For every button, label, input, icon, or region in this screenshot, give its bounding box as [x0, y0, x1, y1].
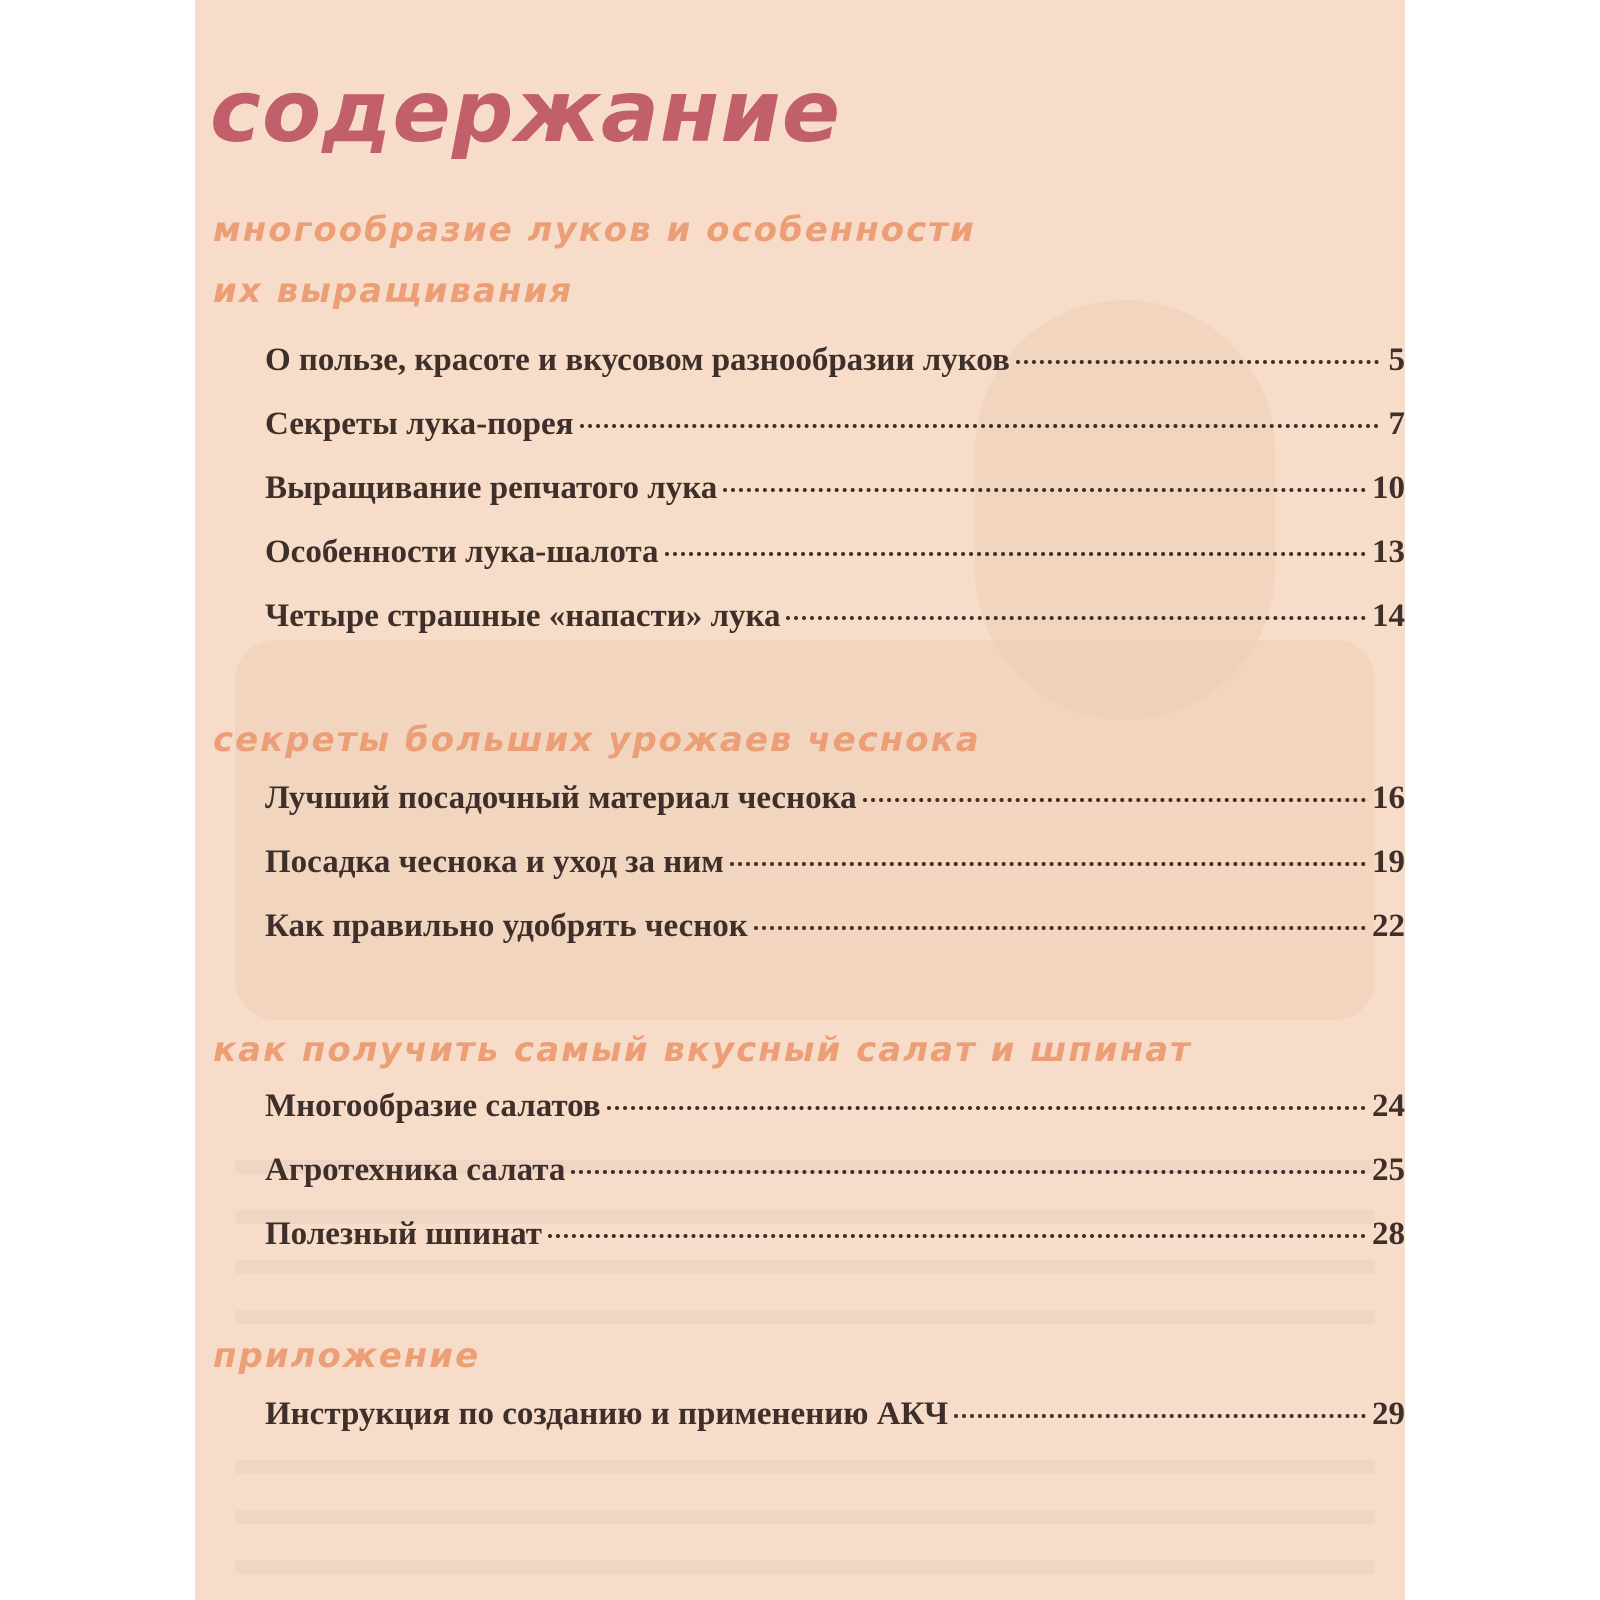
toc-entry-title: Четыре страшные «напасти» лука [265, 598, 781, 634]
toc-entry-title: Агротехника салата [265, 1152, 566, 1188]
section-title-line: как получить самый вкусный салат и шпинат [213, 1030, 1192, 1070]
toc-entry-page: 16 [1372, 780, 1405, 816]
dot-leader [571, 1170, 1366, 1174]
toc-entry[interactable] [265, 342, 1405, 379]
toc-entry-page: 24 [1372, 1088, 1405, 1124]
toc-entry[interactable] [265, 1216, 1405, 1253]
toc-entry-page: 22 [1372, 908, 1405, 944]
toc-entry[interactable] [265, 844, 1405, 881]
dot-leader [863, 798, 1366, 802]
dot-leader [607, 1106, 1366, 1110]
dot-leader [580, 424, 1379, 428]
toc-entry-title: Особенности лука-шалота [265, 534, 659, 570]
page-title: содержание [210, 62, 842, 162]
toc-entry-title: Полезный шпинат [265, 1216, 542, 1252]
dot-leader [754, 926, 1366, 930]
toc-entry-page: 14 [1372, 598, 1405, 634]
toc-entry-page: 19 [1372, 844, 1405, 880]
toc-entry[interactable] [265, 1396, 1405, 1433]
section-title [213, 200, 976, 322]
toc-entry[interactable] [265, 1152, 1405, 1189]
toc-entry-title: О пользе, красоте и вкусовом разнообразии луков [265, 342, 1010, 378]
toc-entry-page: 25 [1372, 1152, 1405, 1188]
toc-entry-page: 10 [1372, 470, 1405, 506]
dot-leader [730, 862, 1366, 866]
dot-leader [1016, 360, 1379, 364]
toc-entry-title: Многообразие салатов [265, 1088, 601, 1124]
dot-leader [723, 488, 1366, 492]
toc-entry-page: 28 [1372, 1216, 1405, 1252]
toc-entry-page: 5 [1388, 342, 1405, 378]
section-title [213, 1020, 1192, 1081]
toc-entry-title: Как правильно удобрять чеснок [265, 908, 748, 944]
book-page [195, 0, 1405, 1600]
toc-entry[interactable] [265, 780, 1405, 817]
section-title [213, 1326, 480, 1387]
toc-entry[interactable] [265, 470, 1405, 507]
toc-entry-title: Посадка чеснока и уход за ним [265, 844, 724, 880]
toc-entry-title: Секреты лука-порея [265, 406, 574, 442]
table-of-contents [195, 0, 1405, 1600]
section-title [213, 710, 981, 771]
section-title-line: приложение [213, 1336, 481, 1376]
toc-entry-title: Выращивание репчатого лука [265, 470, 718, 506]
dot-leader [548, 1234, 1366, 1238]
toc-entry[interactable] [265, 598, 1405, 635]
toc-entry[interactable] [265, 908, 1405, 945]
toc-entry[interactable] [265, 1088, 1405, 1125]
dot-leader [954, 1414, 1366, 1418]
dot-leader [665, 552, 1366, 556]
toc-entry-title: Инструкция по созданию и применению АКЧ [265, 1396, 949, 1432]
section-title-line: их выращивания [213, 271, 574, 312]
toc-entry[interactable] [265, 406, 1405, 443]
toc-entry-page: 7 [1388, 406, 1405, 442]
toc-entry-title: Лучший посадочный материал чеснока [265, 780, 857, 816]
section-title-line: секреты больших урожаев чеснока [213, 720, 981, 760]
dot-leader [786, 616, 1366, 620]
toc-entry-page: 29 [1372, 1396, 1405, 1432]
section-title-line: многообразие луков и особенности [213, 210, 976, 250]
toc-entry-page: 13 [1372, 534, 1405, 570]
toc-entry[interactable] [265, 534, 1405, 571]
